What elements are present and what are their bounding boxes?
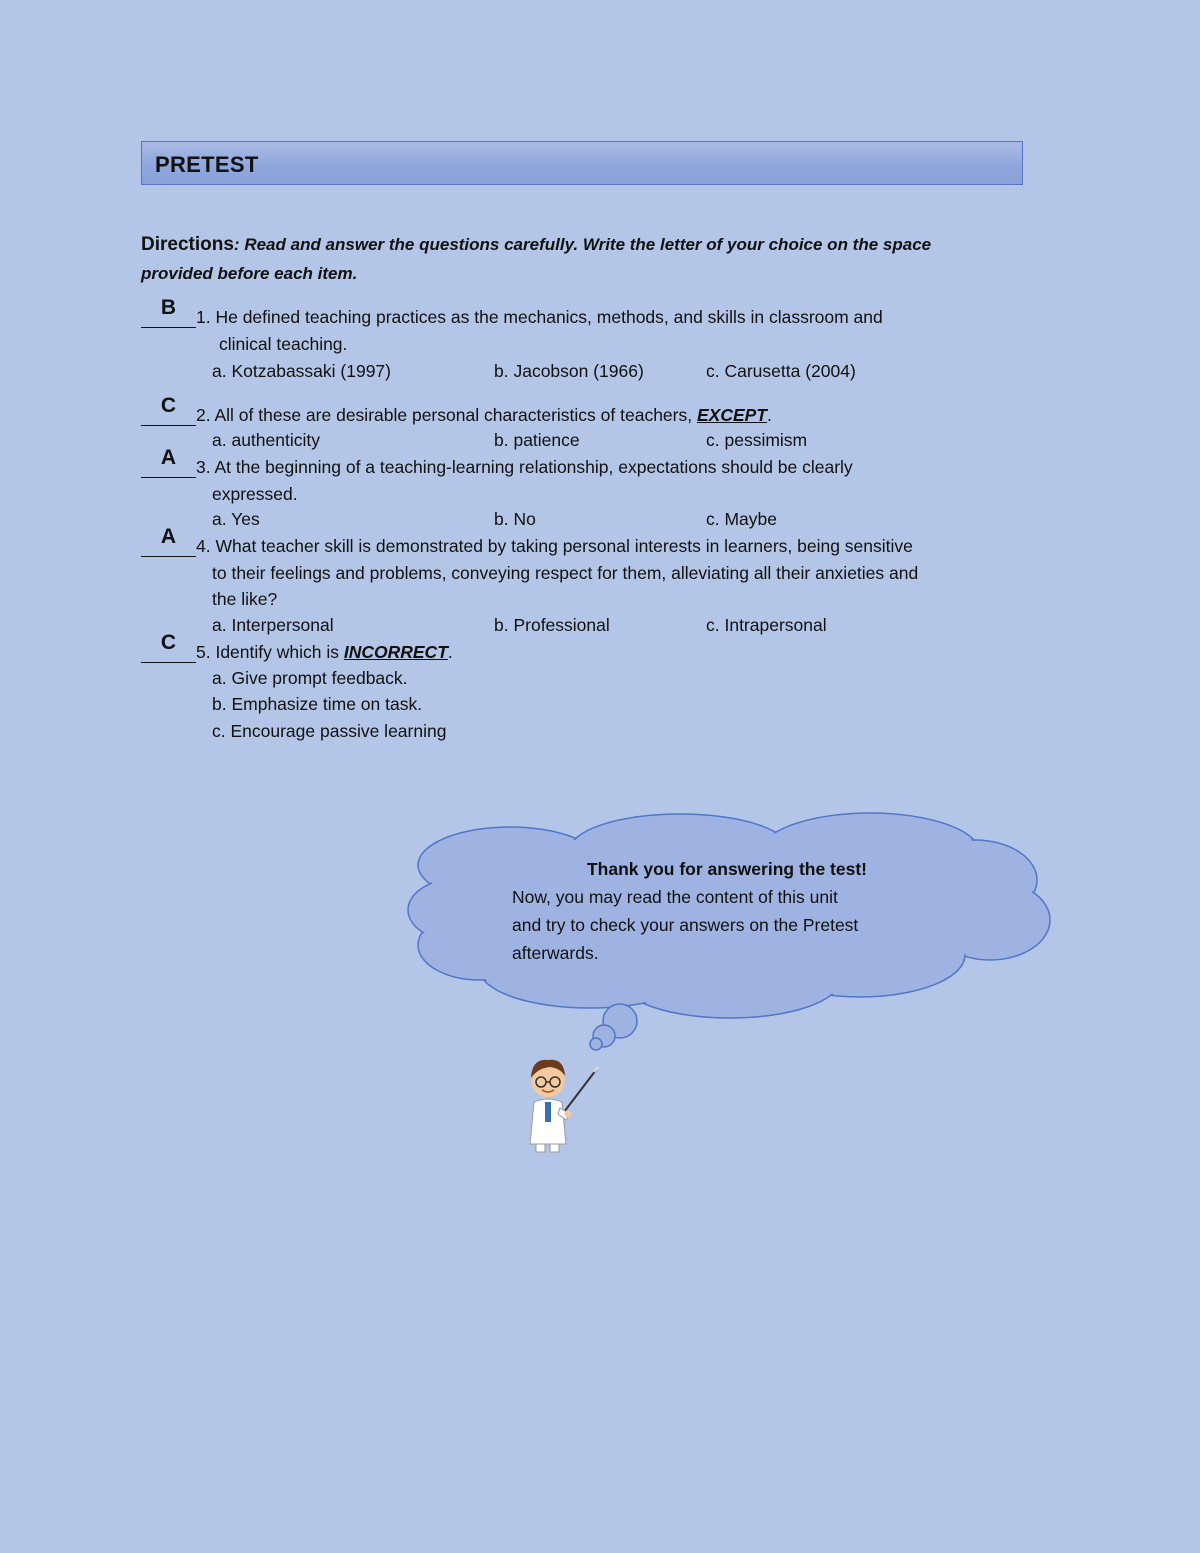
question-4-line-1: 4. What teacher skill is demonstrated by taking personal interests in learners, being sensitive [196, 536, 913, 556]
answer-letter-3: A [160, 446, 177, 469]
question-3-option-a: a. Yes [212, 509, 260, 529]
question-2-option-a: a. authenticity [212, 430, 320, 450]
pretest-banner [141, 141, 1023, 185]
question-5-option-c: c. Encourage passive learning [212, 721, 447, 741]
question-1-line-1: 1. He defined teaching practices as the mechanics, methods, and skills in classroom and [196, 307, 883, 327]
question-5-text: 5. Identify which is [196, 642, 344, 662]
question-3-line-2: expressed. [212, 484, 298, 504]
question-2-text: 2. All of these are desirable personal characteristics of teachers, [196, 405, 697, 425]
directions-colon: : [233, 235, 240, 254]
answer-blank-1[interactable] [141, 296, 196, 328]
question-1-line-2: clinical teaching. [219, 334, 348, 354]
cloud-line-2: and try to check your answers on the Pretest [512, 915, 859, 935]
question-4-line-3: the like? [212, 589, 278, 609]
question-4-option-b: b. Professional [494, 615, 610, 635]
question-4-option-a: a. Interpersonal [212, 615, 334, 635]
question-1-option-c: c. Carusetta (2004) [706, 361, 856, 381]
answer-blank-2[interactable] [141, 394, 196, 426]
question-2-emphasis: EXCEPT [696, 405, 767, 425]
question-5-option-a: a. Give prompt feedback. [212, 668, 408, 688]
question-5-option-b: b. Emphasize time on task. [212, 694, 423, 714]
page-title: PRETEST [155, 152, 259, 177]
cloud-message [512, 855, 902, 967]
cloud-thanks: Thank you for answering the test! [586, 859, 868, 879]
teacher-icon [520, 1050, 600, 1155]
answer-letter-4: A [160, 525, 177, 548]
question-1-option-a: a. Kotzabassaki (1997) [212, 361, 391, 381]
question-3-option-c: c. Maybe [706, 509, 777, 529]
question-2-line-1 [196, 405, 772, 426]
directions [141, 230, 1031, 288]
answer-letter-2: C [160, 394, 177, 417]
question-4-option-c: c. Intrapersonal [706, 615, 827, 635]
cloud-line-3: afterwards. [512, 943, 599, 963]
question-2-end: . [767, 405, 772, 425]
question-4-line-2: to their feelings and problems, conveying respect for them, alleviating all their anxieties and [212, 563, 919, 583]
answer-letter-5: C [160, 631, 177, 654]
question-5-end: . [447, 642, 453, 662]
question-1-option-b: b. Jacobson (1966) [494, 361, 644, 381]
answer-blank-3[interactable] [141, 446, 196, 478]
question-5-emphasis: INCORRECT [343, 642, 448, 662]
question-5-line-1 [196, 642, 453, 663]
question-3-option-b: b. No [494, 509, 536, 529]
answer-blank-5[interactable] [141, 631, 196, 663]
question-2-option-b: b. patience [494, 430, 580, 450]
answer-blank-4[interactable] [141, 525, 196, 557]
directions-text: Read and answer the questions carefully. Write the letter of your choice on the space [239, 235, 932, 254]
question-2-option-c: c. pessimism [706, 430, 808, 450]
answer-letter-1: B [160, 296, 177, 319]
directions-text-2: provided before each item. [141, 264, 358, 283]
cloud-line-1: Now, you may read the content of this unit [512, 887, 838, 907]
question-3-line-1: 3. At the beginning of a teaching-learning relationship, expectations should be clearly [196, 457, 853, 477]
directions-label: Directions [141, 234, 234, 255]
